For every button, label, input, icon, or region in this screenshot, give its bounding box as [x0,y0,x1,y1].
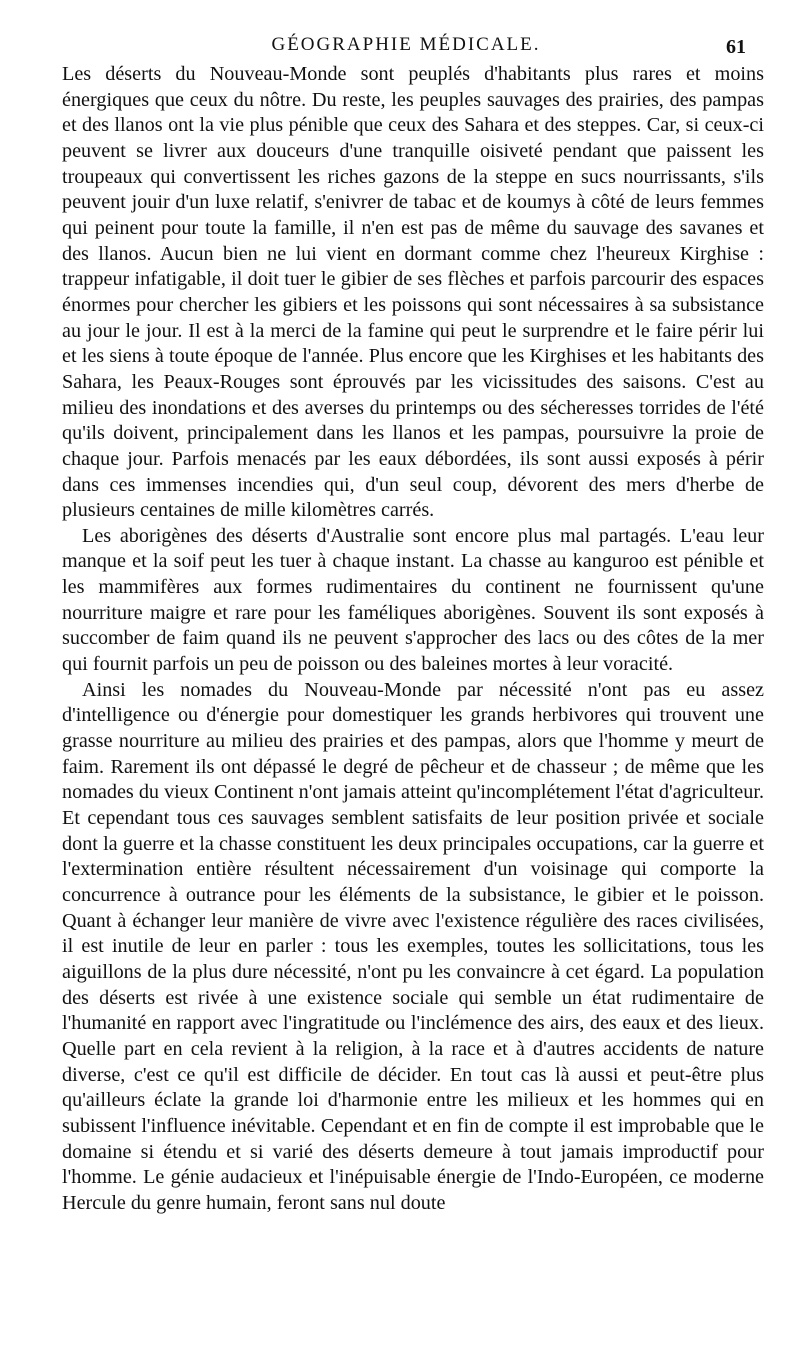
page-header [62,30,750,60]
body-text [62,62,764,1217]
paragraph-2: Les aborigènes des déserts d'Australie sont encore plus mal partagés. L'eau leur manque et la soif peut les tuer à chaque instant. La chasse au kanguroo est pénible et les mammifères aux formes rudimentaires du continent ne fournissent qu'une nourriture maigre et rare pour les faméliques aborigènes. Souvent ils sont exposés à succomber de faim quand ils ne peuvent s'approcher des lacs ou des côtes de la mer qui fournit parfois un peu de poisson ou des baleines mortes à leur voracité. [62,524,764,676]
page-number: 61 [726,36,746,58]
paragraph-3: Ainsi les nomades du Nouveau-Monde par nécessité n'ont pas eu assez d'intelligence ou d'énergie pour domestiquer les grands herbivores qui trouvent une grasse nourriture au milieu des prairies et des pampas, alors que l'homme y meurt de faim. Rarement ils ont dépassé le degré de pêcheur et de chasseur ; de même que les nomades du vieux Continent n'ont jamais atteint qu'incomplétement l'état d'agriculteur. Et cependant tous ces sauvages semblent satisfaits de leur position privée et sociale dont la guerre et la chasse constituent les deux principales occupations, car la guerre et l'extermination entière résultent nécessairement d'un voisinage qui comporte la concurrence à outrance pour les éléments de la subsistance, le gibier et le poisson. Quant à échanger leur manière de vivre avec l'existence régulière des races civilisées, il est inutile de leur en parler : tous les exemples, toutes les sollicitations, tous les aiguillons de la plus dure nécessité, n'ont pu les convaincre à cet égard. La population des déserts est rivée à une existence sociale qui semble un état rudimentaire de l'humanité en rapport avec l'ingratitude ou l'inclémence des airs, des eaux et des lieux. Quelle part en cela revient à la religion, à la race et à d'autres accidents de nature diverse, c'est ce qu'il est difficile de décider. En tout cas là aussi et peut-être plus qu'ailleurs éclate la grande loi d'harmonie entre les milieux et les hommes qui en subissent l'influence inévitable. Cependant et en fin de compte il est improbable que le domaine si étendu et si varié des déserts demeure à tout jamais improductif pour l'homme. Le génie audacieux et l'inépuisable énergie de l'Indo-Européen, ce moderne Hercule du genre humain, feront sans nul doute [62,678,764,1214]
running-head: GÉOGRAPHIE MÉDICALE. [271,34,541,55]
paragraph-1: Les déserts du Nouveau-Monde sont peuplés d'habitants plus rares et moins énergiques que ceux du nôtre. Du reste, les peuples sauvages des prairies, des pampas et des llanos ont la vie plus pénible que ceux des Sahara et des steppes. Car, si ceux-ci peuvent se livrer aux douceurs d'une tranquille oisiveté pendant que paissent les troupeaux qui convertissent les riches gazons de la steppe en sucs nourrissants, s'ils peuvent jouir d'un luxe relatif, s'enivrer de tabac et de koumys à côté de leurs femmes qui peinent pour toute la famille, il n'en est pas de même du sauvage des savanes et des llanos. Aucun bien ne lui vient en dormant comme chez l'heureux Kirghise : trappeur infatigable, il doit tuer le gibier de ses flèches et parfois parcourir des espaces énormes pour chercher les gibiers et les poissons qui sont nécessaires à sa subsistance au jour le jour. Il est à la merci de la famine qui peut le surprendre et le faire périr lui et les siens à toute époque de l'année. Plus encore que les Kirghises et les habitants des Sahara, les Peaux-Rouges sont éprouvés par les vicissitudes des saisons. C'est au milieu des inondations et des averses du printemps ou des sécheresses torrides de l'été qu'ils doivent, principalement dans les llanos et les pampas, poursuivre la proie de chaque jour. Parfois menacés par les eaux débordées, ils sont aussi exposés à périr dans ces immenses incendies qui, d'un seul coup, dévorent des mers d'herbe de plusieurs centaines de mille kilomètres carrés. [62,63,764,522]
